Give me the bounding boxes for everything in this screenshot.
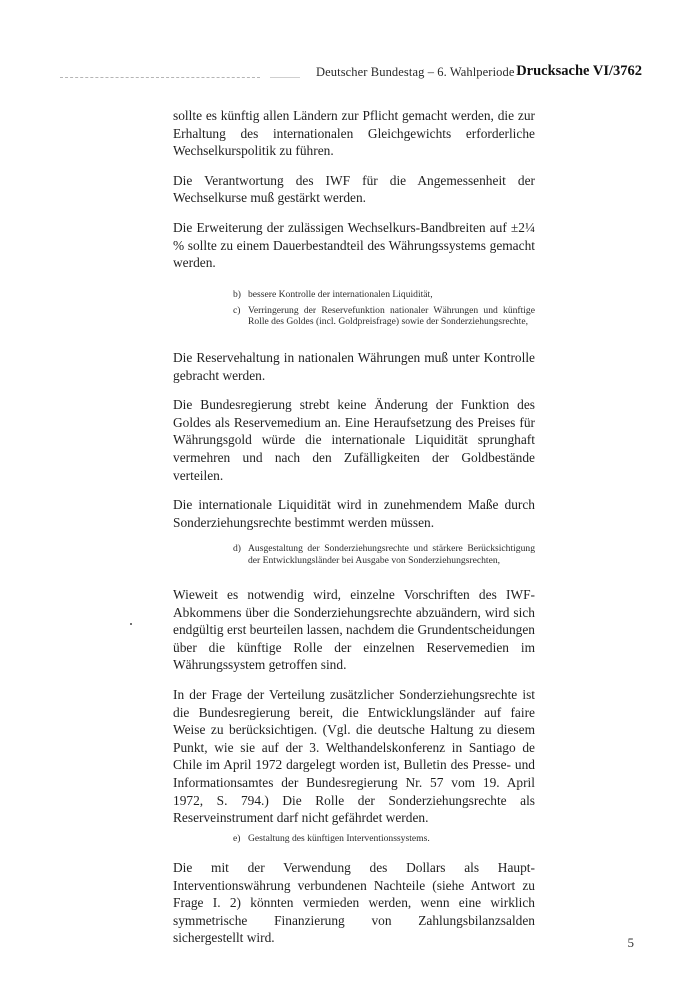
subheading-text: bessere Kontrolle der internationalen Liquidität, — [248, 289, 433, 300]
paragraph: Die Verantwortung des IWF für die Angemessenheit der Wechselkurse muß gestärkt werden. — [173, 172, 535, 206]
paragraph: Die Bundesregierung strebt keine Änderung der Funktion des Goldes als Reservemedium an. Eine Heraufsetzung des Preises für Währungsgold würde die internationale Liquidität sprunghaft vermehren und nach den Zufälligkeiten der Goldbestände verteilen. — [173, 397, 535, 483]
paragraph: Die Erweiterung der zulässigen Wechselkurs-Bandbreiten auf ±2¼ % sollte zu einem Dauerbestandteil des Währungssystems gemacht werden. — [173, 219, 535, 271]
subheading-text: Verringerung der Reservefunktion nationaler Währungen und künftige Rolle des Goldes (incl. Goldpreisfrage) sowie der Sonderziehungsrechte, — [248, 304, 535, 328]
subheading-text: Ausgestaltung der Sonderziehungsrechte und stärkere Berücksichtigung der Entwicklungsländer bei Ausgabe von Sonderziehungsrechten, — [248, 543, 535, 566]
subheading-b — [233, 289, 535, 301]
subheading-group-d — [233, 543, 535, 570]
paragraph: sollte es künftig allen Ländern zur Pflicht gemacht werden, die zur Erhaltung des internationalen Gleichgewichts erforderliche Wechselkurspolitik zu führen. — [173, 108, 535, 159]
paragraph: Wieweit es notwendig wird, einzelne Vorschriften des IWF-Abkommens über die Sonderziehungsrechte abzuändern, wird sich endgültig erst beurteilen lassen, nachdem die Grundentscheidungen über die künftige Rolle der einzelnen Reservemedien im Währungssystem getroffen sind. — [173, 587, 535, 673]
page-number: 5 — [627, 935, 634, 950]
header-rule-short — [270, 77, 300, 78]
paragraph: Die mit der Verwendung des Dollars als Haupt-Interventionswährung verbundenen Nachteile (siehe Antwort zu Frage I. 2) könnten vermieden werden, wenn eine wirklich symmetrische Finanzierung von Zahlungsbilanzsalden sichergestellt wird. — [173, 860, 535, 946]
list-marker: d) — [233, 543, 241, 554]
header-document-number: Drucksache VI/3762 — [516, 63, 642, 79]
page-header — [60, 63, 642, 83]
subheading-e — [233, 833, 535, 845]
text-block-2 — [173, 349, 535, 543]
subheading-c — [233, 305, 535, 328]
text-block-4 — [173, 859, 535, 959]
paragraph: Die Reservehaltung in nationalen Währungen muß unter Kontrolle gebracht werden. — [173, 350, 535, 383]
margin-dot — [130, 623, 132, 625]
subheading-group-e — [233, 833, 535, 849]
subheading-group-bc — [233, 289, 535, 332]
list-marker: c) — [233, 304, 241, 316]
paragraph: Die internationale Liquidität wird in zunehmendem Maße durch Sonderziehungsrechte bestimmt werden müssen. — [173, 497, 535, 530]
header-parliament-title: Deutscher Bundestag – 6. Wahlperiode — [316, 65, 515, 79]
paragraph: In der Frage der Verteilung zusätzlicher Sonderziehungsrechte ist die Bundesregierung bereit, die Entwicklungsländer auf faire Weise zu berücksichtigen. (Vgl. die deutsche Haltung zu diesem Punkt, wie sie auf der 3. Welthandelskonferenz in Santiago de Chile im April 1972 dargelegt worden ist, Bulletin des Presse- und Informationsamtes der Bundesregierung Nr. 57 vom 19. April 1972, S. 794.) Die Rolle der Sonderziehungsrechte als Reserveinstrument darf nicht gefährdet werden. — [173, 686, 535, 826]
subheading-d — [233, 543, 535, 566]
list-marker: b) — [233, 289, 241, 300]
list-marker: e) — [233, 833, 241, 844]
header-rule — [60, 77, 260, 78]
text-block-3 — [173, 586, 535, 839]
subheading-text: Gestaltung des künftigen Interventionssystems. — [248, 833, 430, 844]
text-block-1 — [173, 107, 535, 284]
